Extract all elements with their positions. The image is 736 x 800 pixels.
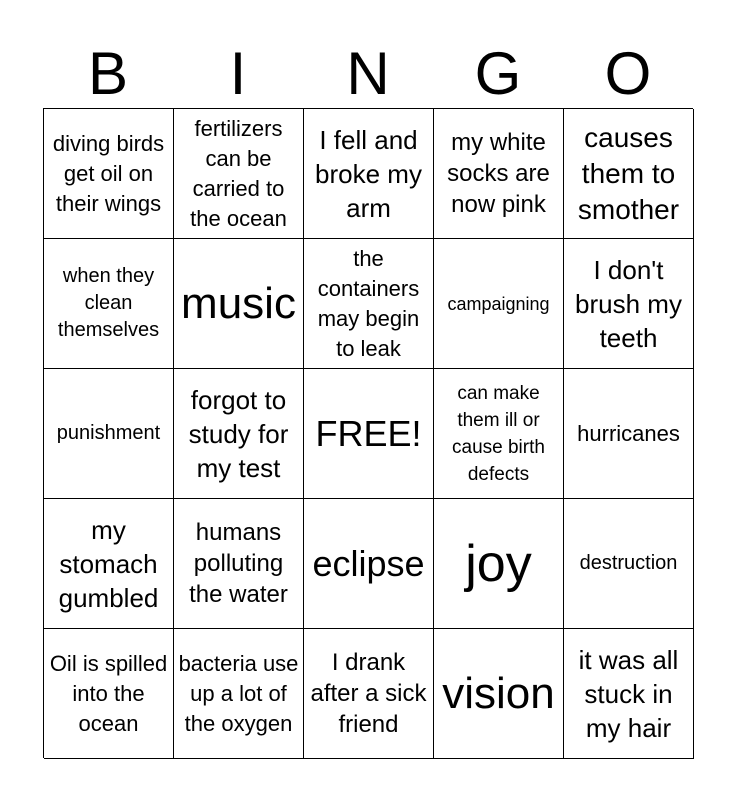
cell-text: I fell and broke my arm (315, 124, 422, 223)
free-space[interactable] (304, 369, 434, 499)
cell-text: Oil is spilled into the ocean (49, 650, 168, 736)
bingo-cell[interactable] (44, 369, 174, 499)
header-letter-g: G (474, 40, 522, 107)
bingo-cell[interactable] (304, 499, 434, 629)
cell-text: I drank after a sick friend (310, 649, 427, 738)
bingo-cell[interactable] (434, 109, 564, 239)
bingo-cell[interactable] (174, 239, 304, 369)
bingo-cell[interactable] (434, 369, 564, 499)
bingo-cell[interactable] (434, 629, 564, 759)
cell-text: FREE! (315, 412, 422, 454)
bingo-cell[interactable] (304, 239, 434, 369)
cell-text: music (181, 278, 296, 328)
header-letter-b: B (87, 40, 129, 107)
cell-text: bacteria use up a lot of the oxygen (178, 650, 299, 736)
cell-text: eclipse (312, 542, 425, 584)
cell-text: hurricanes (577, 420, 680, 446)
cell-text: causes them to smother (577, 121, 680, 225)
cell-text: it was all stuck in my hair (578, 644, 679, 743)
cell-text: joy (465, 534, 532, 593)
bingo-cell[interactable] (564, 499, 694, 629)
bingo-cell[interactable] (564, 369, 694, 499)
bingo-cell[interactable] (44, 239, 174, 369)
bingo-cell[interactable] (44, 629, 174, 759)
bingo-cell[interactable] (174, 629, 304, 759)
cell-text: vision (442, 668, 555, 718)
bingo-cell[interactable] (174, 499, 304, 629)
bingo-header (43, 40, 693, 108)
bingo-cell[interactable] (44, 109, 174, 239)
bingo-cell[interactable] (174, 109, 304, 239)
cell-text: forgot to study for my test (188, 384, 289, 483)
bingo-cell[interactable] (304, 629, 434, 759)
bingo-cell[interactable] (564, 239, 694, 369)
header-letter-i: I (229, 40, 247, 107)
cell-text: the containers may begin to leak (317, 245, 420, 361)
bingo-cell[interactable] (174, 369, 304, 499)
header-letter-o: O (604, 40, 652, 107)
bingo-cell[interactable] (434, 499, 564, 629)
cell-text: I don't brush my teeth (575, 254, 682, 353)
cell-text: campaigning (447, 293, 550, 314)
bingo-cell[interactable] (44, 499, 174, 629)
cell-text: punishment (56, 422, 161, 444)
cell-text: my stomach gumbled (58, 514, 159, 613)
cell-text: fertilizers can be carried to the ocean (190, 115, 287, 231)
cell-text: diving birds get oil on their wings (52, 130, 165, 216)
cell-text: destruction (579, 552, 678, 574)
bingo-cell[interactable] (564, 629, 694, 759)
bingo-cell[interactable] (564, 109, 694, 239)
cell-text: humans polluting the water (189, 519, 288, 608)
cell-text: when they clean themselves (57, 265, 160, 341)
cell-text: can make them ill or cause birth defects (452, 382, 545, 485)
header-letter-n: N (346, 40, 390, 107)
bingo-cell[interactable] (434, 239, 564, 369)
bingo-cell[interactable] (304, 109, 434, 239)
bingo-grid (43, 108, 693, 758)
cell-text: my white socks are now pink (447, 129, 550, 218)
